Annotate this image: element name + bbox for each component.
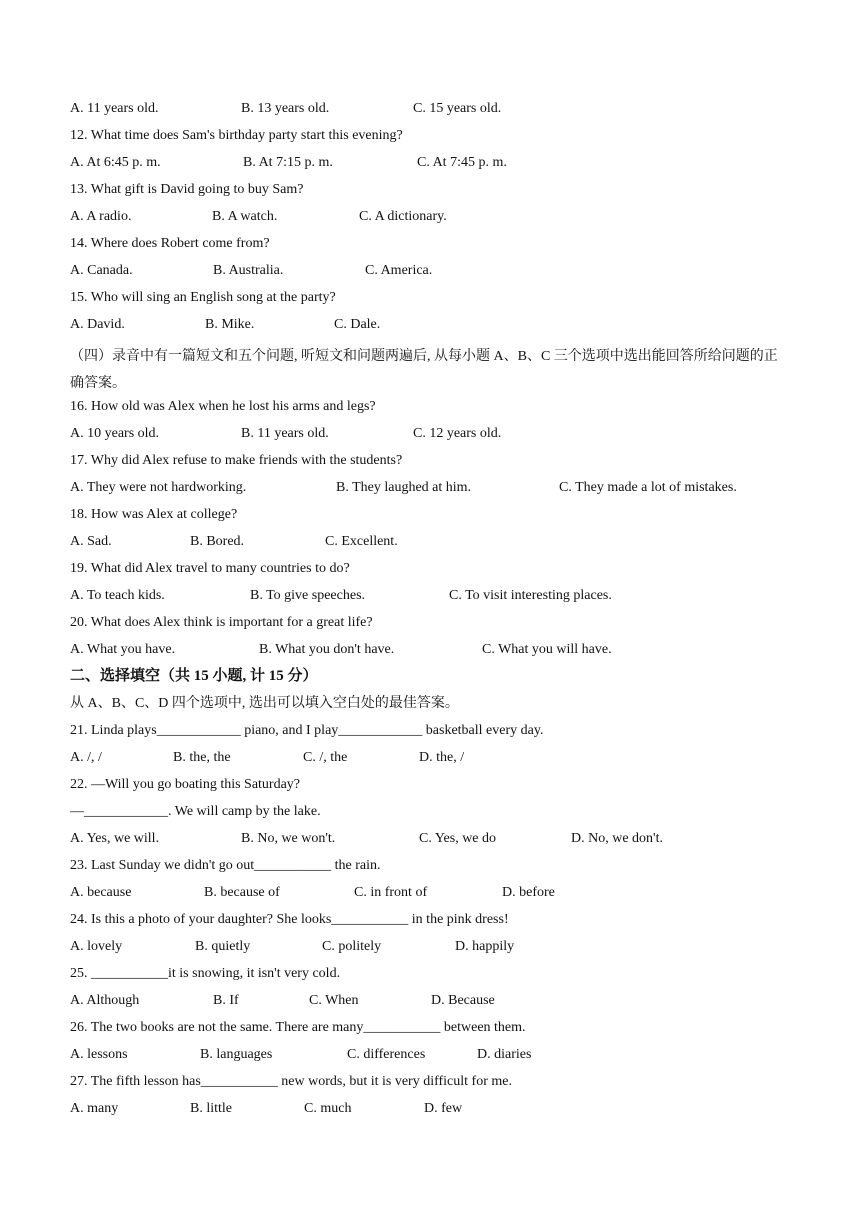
answer-option: C. differences [347,1047,426,1062]
answer-option: A. lessons [70,1047,128,1062]
answer-option: B. the, the [173,750,231,765]
answer-option: C. much [304,1101,352,1116]
answer-option: B. They laughed at him. [336,480,472,495]
answer-option: B. Bored. [190,534,245,549]
question-text: 14. Where does Robert come from? [70,236,270,251]
answer-option: B. 11 years old. [241,426,329,441]
answer-option: C. America. [365,263,433,278]
answer-option: B. If [213,993,239,1008]
answer-option: B. languages [200,1047,273,1062]
answer-option: D. the, / [419,750,465,765]
answer-option: A. Yes, we will. [70,831,160,846]
answer-option: D. No, we don't. [571,831,663,846]
answer-option: A. At 6:45 p. m. [70,155,161,170]
section-instruction: （四）录音中有一篇短文和五个问题, 听短文和问题两遍后, 从每小题 A、B、C 三个选项中选出能回答所给问题的正确答案。 [70,349,778,391]
answer-option: A. A radio. [70,209,132,224]
answer-option: B. No, we won't. [241,831,336,846]
answer-option: A. What you have. [70,642,176,657]
answer-option: C. politely [322,939,382,954]
question-text: —____________. We will camp by the lake. [70,804,321,819]
answer-option: A. /, / [70,750,102,765]
answer-option: B. 13 years old. [241,101,330,116]
answer-option: C. 15 years old. [413,101,502,116]
answer-option: C. To visit interesting places. [449,588,612,603]
answer-option: B. To give speeches. [250,588,366,603]
question-text: 23. Last Sunday we didn't go out___________ the rain. [70,858,381,873]
answer-option: A. David. [70,317,125,332]
question-text: 从 A、B、C、D 四个选项中, 选出可以填入空白处的最佳答案。 [70,696,459,711]
answer-option: D. happily [455,939,515,954]
question-text: 16. How old was Alex when he lost his arms and legs? [70,399,376,414]
answer-option: C. Excellent. [325,534,398,549]
answer-option: C. At 7:45 p. m. [417,155,507,170]
answer-option: C. When [309,993,359,1008]
answer-option: A. Sad. [70,534,112,549]
question-text: 26. The two books are not the same. There are many___________ between them. [70,1020,526,1035]
answer-option: B. quietly [195,939,251,954]
answer-option: D. few [424,1101,463,1116]
answer-option: D. Because [431,993,495,1008]
answer-option: A. 10 years old. [70,426,160,441]
answer-option: D. diaries [477,1047,532,1062]
question-text: 20. What does Alex think is important for a great life? [70,615,373,630]
answer-option: C. Yes, we do [419,831,497,846]
answer-option: A. 11 years old. [70,101,159,116]
answer-option: C. Dale. [334,317,381,332]
answer-option: A. because [70,885,132,900]
question-text: 17. Why did Alex refuse to make friends with the students? [70,453,403,468]
answer-option: C. in front of [354,885,428,900]
answer-option: A. They were not hardworking. [70,480,247,495]
question-text: 12. What time does Sam's birthday party start this evening? [70,128,403,143]
answer-option: A. lovely [70,939,123,954]
answer-option: A. Although [70,993,140,1008]
answer-option: B. A watch. [212,209,278,224]
question-text: 24. Is this a photo of your daughter? She looks___________ in the pink dress! [70,912,509,927]
answer-option: C. What you will have. [482,642,612,657]
question-text: 13. What gift is David going to buy Sam? [70,182,304,197]
question-text: 25. ___________it is snowing, it isn't very cold. [70,966,341,981]
answer-option: C. They made a lot of mistakes. [559,480,737,495]
answer-option: B. Australia. [213,263,284,278]
answer-option: B. little [190,1101,232,1116]
answer-option: B. What you don't have. [259,642,395,657]
answer-option: B. because of [204,885,280,900]
answer-option: C. /, the [303,750,348,765]
section-heading: 二、选择填空（共 15 小题, 计 15 分） [70,668,318,684]
answer-option: C. 12 years old. [413,426,502,441]
question-text: 15. Who will sing an English song at the party? [70,290,336,305]
answer-option: A. To teach kids. [70,588,165,603]
question-text: 22. —Will you go boating this Saturday? [70,777,301,792]
answer-option: A. many [70,1101,119,1116]
question-text: 21. Linda plays____________ piano, and I play____________ basketball every day. [70,723,544,738]
answer-option: B. Mike. [205,317,255,332]
answer-option: D. before [502,885,555,900]
answer-option: B. At 7:15 p. m. [243,155,333,170]
answer-option: A. Canada. [70,263,133,278]
answer-option: C. A dictionary. [359,209,447,224]
question-text: 18. How was Alex at college? [70,507,238,522]
question-text: 19. What did Alex travel to many countries to do? [70,561,350,576]
question-text: 27. The fifth lesson has___________ new words, but it is very difficult for me. [70,1074,512,1089]
